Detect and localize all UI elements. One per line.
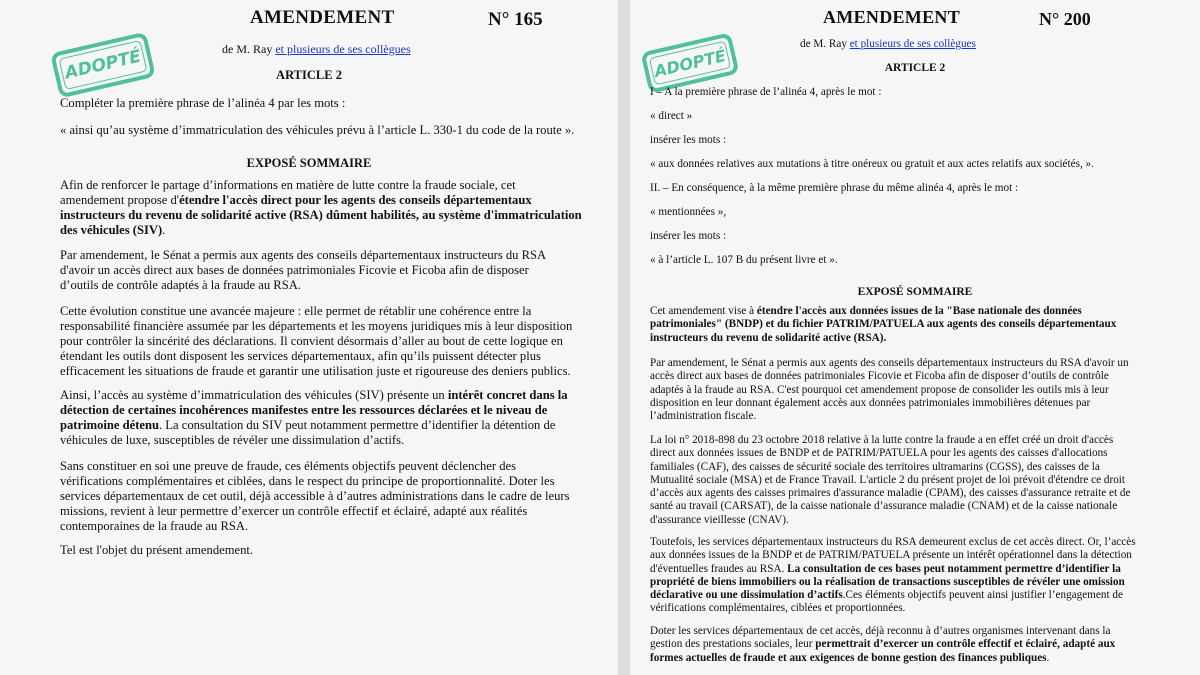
instruction-line-1: I – A la première phrase de l’alinéa 4, après le mot : [650,86,882,98]
amendment-number: N° 165 [488,9,543,30]
expose-paragraph-4: Toutefois, les services départementaux instructeurs du RSA demeurent exclus de cet accès direct. Or, l’accès aux données issues de la BNDP et de PATRIM/PATUELA présente un intérêt opérationnel dans la détection d'éventuelles fraudes au RSA. La consultation de ces bases peut notamment permettre d’identifier la propriété de biens immobiliers ou la réalisation de transactions susceptibles de révéler une omission déclarative ou une dissimulation d’actifs.Ces éléments objectifs peuvent ainsi justifier l’engagement de vérifications complémentaires, ciblées et proportionnées. [650,536,1136,615]
expose-heading: EXPOSÉ SOMMAIRE [246,156,372,170]
expose-paragraph-3: Cette évolution constitue une avancée majeure : elle permet de rétablir une cohérence entre la responsabilité financière assumée par les départements et les moyens juridiques mis à leur disposition pour contrôler la sincérité des déclarations. Il convient désormais d’aller au bout de cette logique en étendant les outils dont disposent les services départementaux, afin qu’ils puissent détecter plus efficacement les situations de fraude et garantir une utilisation juste et rigoureuse des deniers publics. [60,304,573,378]
expose-heading: EXPOSÉ SOMMAIRE [857,286,973,298]
page-title: AMENDEMENT [250,7,395,28]
author-line [800,38,976,50]
instruction-line-7: insérer les mots : [650,230,727,242]
amendment-page-200 [630,0,1200,675]
closing-line: Tel est l'objet du présent amendement. [60,543,254,557]
quoted-amendment: « ainsi qu’au système d’immatriculation des véhicules prévu à l’article L. 330-1 du code de la route ». [60,123,575,137]
author-line [222,42,411,57]
amendment-number: N° 200 [1039,9,1091,29]
author-name: de M. Ray [222,42,276,56]
expose-paragraph-4: Ainsi, l’accès au système d’immatriculation des véhicules (SIV) présente un intérêt concret dans la détection de certaines incohérences manifestes entre les ressources déclarées et le niveau de patrimoine détenu. La consultation du SIV peut notamment permettre d’identifier la détention de véhicules de luxe, susceptibles de révéler une dissimulation d’actifs. [60,388,568,447]
expose-paragraph-2: Par amendement, le Sénat a permis aux agents des conseils départementaux instructeurs du RSA d'avoir un accès direct aux bases de données patrimoniales Ficovie et Ficoba afin de disposer d’outils de contrôle adaptés à la fraude au RSA. C'est pourquoi cet amendement propose de consolider les outils mis à leur disposition en leur donnant également accès aux données patrimoniales immobilières détenues par l’administration fiscale. [650,357,1129,423]
author-name: de M. Ray [800,38,850,50]
expose-paragraph-1: Cet amendement vise à étendre l'accès aux données issues de la "Base nationale des données patrimoniales" (BNDP) et du fichier PATRIM/PATUELA aux agents des conseils départementaux instructeurs du revenu de solidarité active (RSA). [650,305,1117,344]
instruction-line-6: « mentionnées », [650,206,727,218]
instruction-line-4: « aux données relatives aux mutations à titre onéreux ou gratuit et aux actes relatifs aux sociétés, ». [650,158,1094,170]
instruction-line-8: « à l’article L. 107 B du présent livre et ». [650,254,838,266]
colleagues-link[interactable]: et plusieurs de ses collègues [275,42,411,56]
article-heading: ARTICLE 2 [884,62,946,74]
article-heading: ARTICLE 2 [276,68,342,82]
expose-paragraph-1: Afin de renforcer le partage d’informations en matière de lutte contre la fraude sociale, cet amendement propose d'étendre l'accès direct pour les agents des conseils départementaux instructeurs du revenu de solidarité active (RSA) dûment habilités, au système d'immatriculation des véhicules (SIV). [60,178,582,237]
page-title: AMENDEMENT [823,7,960,27]
expose-paragraph-5: Sans constituer en soi une preuve de fraude, ces éléments objectifs peuvent déclencher des vérifications complémentaires et ciblées, dans le respect du principe de proportionnalité. Doter les services départementaux de cet outil, déjà accessible à d’autres administrations dans le cadre de leurs missions, revient à leur permettre d’exercer un contrôle effectif et éclairé, adapté aux réalités contemporaines de la fraude au RSA. [60,459,570,533]
stamp-text: ADOPTÉ [652,45,728,81]
instruction-line-3: insérer les mots : [650,134,727,146]
stamp-text: ADOPTÉ [63,46,143,84]
instruction-text: Compléter la première phrase de l’alinéa 4 par les mots : [60,96,346,110]
adopte-stamp [50,32,156,99]
expose-paragraph-3: La loi n° 2018-898 du 23 octobre 2018 relative à la lutte contre la fraude a en effet créé un droit d'accès direct aux données issues de BNDP et de PATRIM/PATUELA pour les agents des caisses d'allocations familiales (CAF), des caisses de sécurité sociale des territoires ultramarins (CGSS), des caisses de la Mutualité sociale (MSA) et de France Travail. L'article 2 du présent projet de loi prévoit d'étendre ce droit d’accès aux agents des caisses primaires d'assurance maladie (CPAM), des caisses d'assurance retraite et de santé au travail (CARSAT), de la caisse nationale d’assurance maladie (CNAM) et de la caisse nationale d'assurance vieillesse (CNAV). [650,434,1131,526]
instruction-line-5: II. – En conséquence, à la même première phrase du même alinéa 4, après le mot : [650,182,1019,194]
colleagues-link[interactable]: et plusieurs de ses collègues [849,38,976,50]
instruction-line-2: « direct » [650,110,693,122]
expose-paragraph-2: Par amendement, le Sénat a permis aux agents des conseils départementaux instructeurs du RSA d'avoir un accès direct aux bases de données patrimoniales Ficovie et Ficoba afin de disposer d’outils de contrôle adaptés à la fraude au RSA. [60,248,546,292]
expose-paragraph-5: Doter les services départementaux de cet accès, déjà reconnu à d’autres organismes intervenant dans la gestion des prestations sociales, leur permettrait d’exercer un contrôle effectif et éclairé, adapté aux formes actuelles de fraude et aux exigences de bonne gestion des finances publiques. [650,625,1116,664]
